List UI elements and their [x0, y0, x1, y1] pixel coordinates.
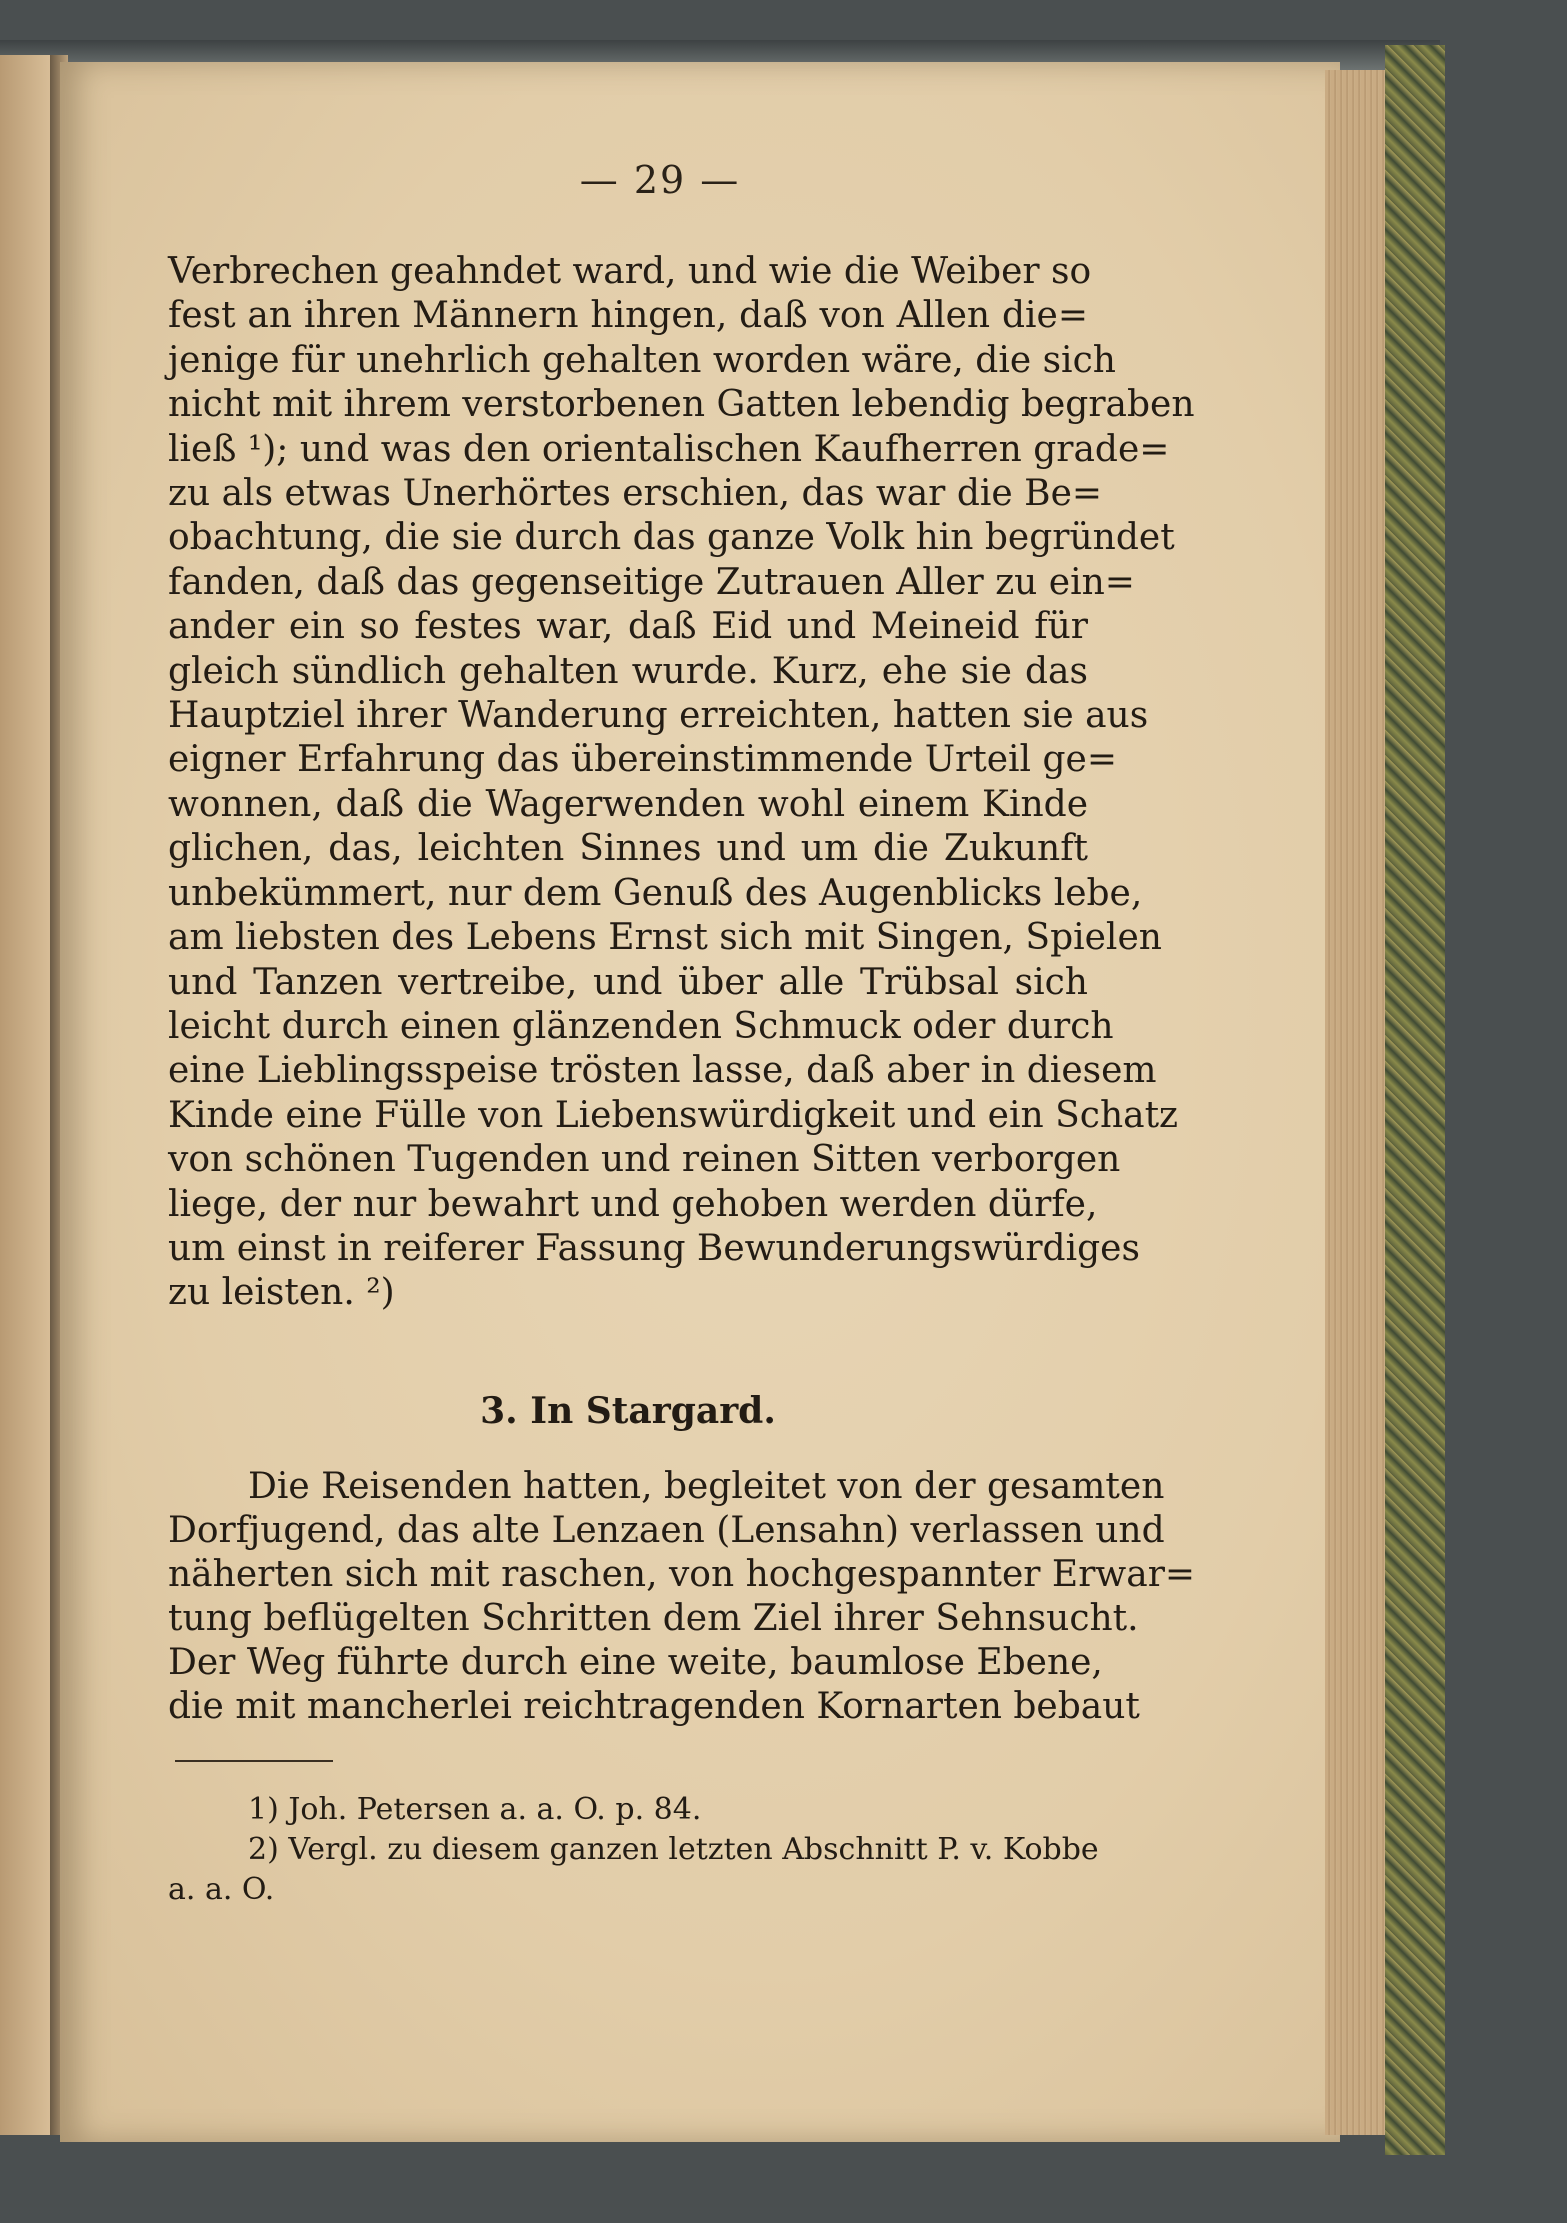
- text-line: wonnen, daß die Wagerwenden wohl einem Kinde: [168, 783, 1088, 825]
- section-heading: 3. In Stargard.: [480, 1390, 776, 1432]
- text-line: tung beflügelten Schritten dem Ziel ihrer Sehnsucht.: [168, 1598, 1139, 1639]
- text-line: nicht mit ihrem verstorbenen Gatten lebendig begraben: [168, 384, 1195, 426]
- text-line: eine Lieblingsspeise trösten lasse, daß aber in diesem: [168, 1050, 1157, 1092]
- footnote: 2) Vergl. zu diesem ganzen letzten Abschnitt P. v. Kobbe: [248, 1832, 1099, 1867]
- facing-page-edge: [0, 55, 52, 2135]
- text-line: eigner Erfahrung das übereinstimmende Urteil ge=: [168, 739, 1118, 781]
- text-line: Hauptziel ihrer Wanderung erreichten, hatten sie aus: [168, 695, 1149, 737]
- footnote: a. a. O.: [168, 1872, 275, 1907]
- text-line: Der Weg führte durch eine weite, baumlose Ebene,: [168, 1642, 1103, 1683]
- text-line: und Tanzen vertreibe, und über alle Trübsal sich: [168, 961, 1088, 1003]
- footnote: 1) Joh. Petersen a. a. O. p. 84.: [248, 1792, 702, 1827]
- page-number: — 29 —: [579, 158, 741, 202]
- text-line: um einst in reiferer Fassung Bewunderungswürdiges: [168, 1227, 1140, 1269]
- footnote-divider: [175, 1760, 333, 1762]
- footnotes: [168, 1790, 1099, 1910]
- text-line: zu als etwas Unerhörtes erschien, das war die Be=: [168, 473, 1103, 515]
- text-line: jenige für unehrlich gehalten worden wäre, die sich: [168, 339, 1116, 381]
- text-line: Verbrechen geahndet ward, und wie die Weiber so: [168, 251, 1092, 292]
- text-line: unbekümmert, nur dem Genuß des Augenblicks lebe,: [168, 872, 1143, 914]
- text-line: ander ein so festes war, daß Eid und Meineid für: [168, 606, 1088, 648]
- text-line: zu leisten. ²): [168, 1272, 395, 1314]
- text-line: näherten sich mit raschen, von hochgespannter Erwar=: [168, 1554, 1196, 1595]
- paragraph-1: [168, 250, 1195, 1316]
- text-line: fest an ihren Männern hingen, daß von Allen die=: [168, 295, 1088, 337]
- text-line: glichen, das, leichten Sinnes und um die Zukunft: [168, 828, 1088, 870]
- text-line: Kinde eine Fülle von Liebenswürdigkeit und ein Schatz: [168, 1094, 1179, 1136]
- text-line: leicht durch einen glänzenden Schmuck oder durch: [168, 1005, 1114, 1047]
- text-line: von schönen Tugenden und reinen Sitten verborgen: [168, 1139, 1121, 1181]
- text-line: obachtung, die sie durch das ganze Volk hin begründet: [168, 517, 1175, 559]
- text-line: fanden, daß das gegenseitige Zutrauen Aller zu ein=: [168, 561, 1135, 603]
- book-cover-right: [1385, 45, 1445, 2155]
- text-line: gleich sündlich gehalten wurde. Kurz, ehe sie das: [168, 650, 1088, 692]
- text-line: am liebsten des Lebens Ernst sich mit Singen, Spielen: [168, 917, 1162, 959]
- text-line: Die Reisenden hatten, begleitet von der gesamten: [248, 1466, 1165, 1507]
- text-line: liege, der nur bewahrt und gehoben werden dürfe,: [168, 1183, 1098, 1225]
- paragraph-2: [168, 1465, 1196, 1729]
- page-edges: [1325, 70, 1385, 2135]
- text-line: die mit mancherlei reichtragenden Kornarten bebaut: [168, 1686, 1140, 1727]
- text-line: ließ ¹); und was den orientalischen Kaufherren grade=: [168, 428, 1170, 470]
- text-line: Dorfjugend, das alte Lenzaen (Lensahn) verlassen und: [168, 1510, 1165, 1551]
